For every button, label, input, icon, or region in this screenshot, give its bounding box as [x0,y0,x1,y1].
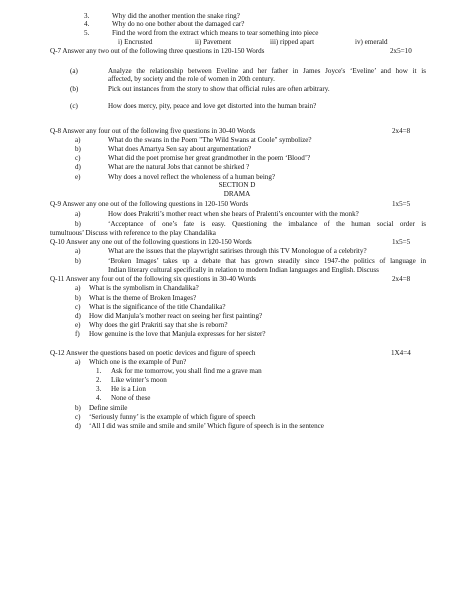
question-text: Why does the girl Prakriti say that she is reborn? [89,321,228,329]
item-number: 3. [84,12,90,20]
question-text: How did Manjula’s mother react on seeing her first painting? [89,312,263,320]
item-number: 5. [84,29,90,37]
item-label: c) [75,413,81,421]
item-label: a) [75,284,81,292]
question-text: Why did the another mention the snake ring? [112,12,240,20]
marks: 1x5=5 [392,200,411,208]
question-text: affected, by society and the role of women in 20th century. [108,75,275,83]
option-number: 1. [96,367,102,375]
question-text: Find the word from the extract which means to tear something into piece [112,29,319,37]
item-label: a) [75,136,81,144]
question-text: What did the poet promise her great grandmother in the poem ‘Blood’? [108,154,311,162]
option: Ask for me tomorrow, you shall find me a grave man [111,367,262,375]
question-text: How genuine is the love that Manjula expresses for her sister? [89,330,266,338]
item-label: a) [75,247,81,255]
question-text: Define simile [89,404,128,412]
question-text: What are the natural Jobs that cannot be shirked ? [108,163,250,171]
question-text: What is the symbolism in Chandalika? [89,284,199,292]
item-label: e) [75,173,81,181]
question-title: Q-12 Answer the questions based on poetic devices and figure of speech [50,349,256,357]
option: He is a Lion [111,385,146,393]
item-label: a) [75,210,81,218]
question-text: ‘Seriously funny’ is the example of which figure of speech [89,413,256,421]
option-number: 2. [96,376,102,384]
item-label: b) [75,294,81,302]
option: ii) Pavement [195,38,232,46]
item-label: c) [75,303,81,311]
question-text: tumultuous’ Discuss with reference to the play Chandalika [50,229,216,237]
marks: 2x5=10 [390,47,412,55]
item-label: f) [75,330,80,338]
question-text: Why does a novel reflect the wholeness of a human being? [108,173,276,181]
item-label: c) [75,154,81,162]
marks: 1x5=5 [392,238,411,246]
option: i) Encrusted [118,38,153,46]
question-title: Q-11 Answer any four out of the following six questions in 30-40 Words [50,275,256,283]
option-number: 3. [96,385,102,393]
option: iv) emerald [355,38,388,46]
question-text: What are the issues that the playwright satirises through this TV Monologue of a celebrity? [108,247,367,255]
item-label: d) [75,422,81,430]
item-label: b) [75,220,81,228]
question-text: What is the theme of Broken Images? [89,294,197,302]
marks: 1X4=4 [391,349,411,357]
marks: 2x4=8 [392,275,411,283]
option-number: 4. [96,394,102,402]
question-title: Q-8 Answer any four out of the following five questions in 30-40 Words [50,127,256,135]
question-text: Analyze the relationship between Eveline and her father in James Joyce's ‘Eveline’ and how it is [108,67,426,75]
item-label: b) [75,404,81,412]
item-label: b) [75,145,81,153]
question-text: What does Amartya Sen say about argumentation? [108,145,252,153]
question-title: Q-9 Answer any one out of the following questions in 120-150 Words [50,200,249,208]
question-title: Q-10 Answer any one out of the following questions in 120-150 Words [50,238,252,246]
marks: 2x4=8 [392,127,411,135]
question-text: Which one is the example of Pun? [89,358,187,366]
option: Like winter’s moon [111,376,167,384]
item-label: b) [75,257,81,265]
item-label: e) [75,321,81,329]
question-text: What is the significance of the title Chandalika? [89,303,226,311]
question-text: ‘Broken Images’ takes up a debate that has grown steadily since 1947-the politics of language in [108,257,426,265]
question-text: Indian literary cultural specifically in relation to modern Indian languages and English. Discuss [108,266,379,274]
section-subheading: DRAMA [223,190,251,198]
question-text: Why do no one bother about the damaged car? [112,20,245,28]
item-label: a) [75,358,81,366]
question-text: What do the swans in the Poem "The Wild Swans at Coole" symbolize? [108,136,312,144]
item-label: (a) [70,67,78,75]
item-label: (c) [70,102,78,110]
question-text: Pick out instances from the story to show that official rules are often arbitrary. [108,85,330,93]
question-text: ‘Acceptance of one’s fate is easy. Questioning the imbalance of the human social order is [108,220,426,228]
option: iii) ripped apart [270,38,315,46]
question-text: ‘All I did was smile and smile and smile’ Which figure of speech is in the sentence [89,422,324,430]
item-label: d) [75,163,81,171]
question-title: Q-7 Answer any two out of the following three questions in 120-150 Words [50,47,265,55]
question-text: How does mercy, pity, peace and love get distorted into the human brain? [108,102,317,110]
item-label: d) [75,312,81,320]
question-text: How does Prakriti’s mother react when she hears of Pralenti’s encounter with the monk? [108,210,359,218]
item-label: (b) [70,85,79,93]
section-heading: SECTION D [218,181,256,189]
item-number: 4. [84,20,90,28]
option: None of these [111,394,151,402]
